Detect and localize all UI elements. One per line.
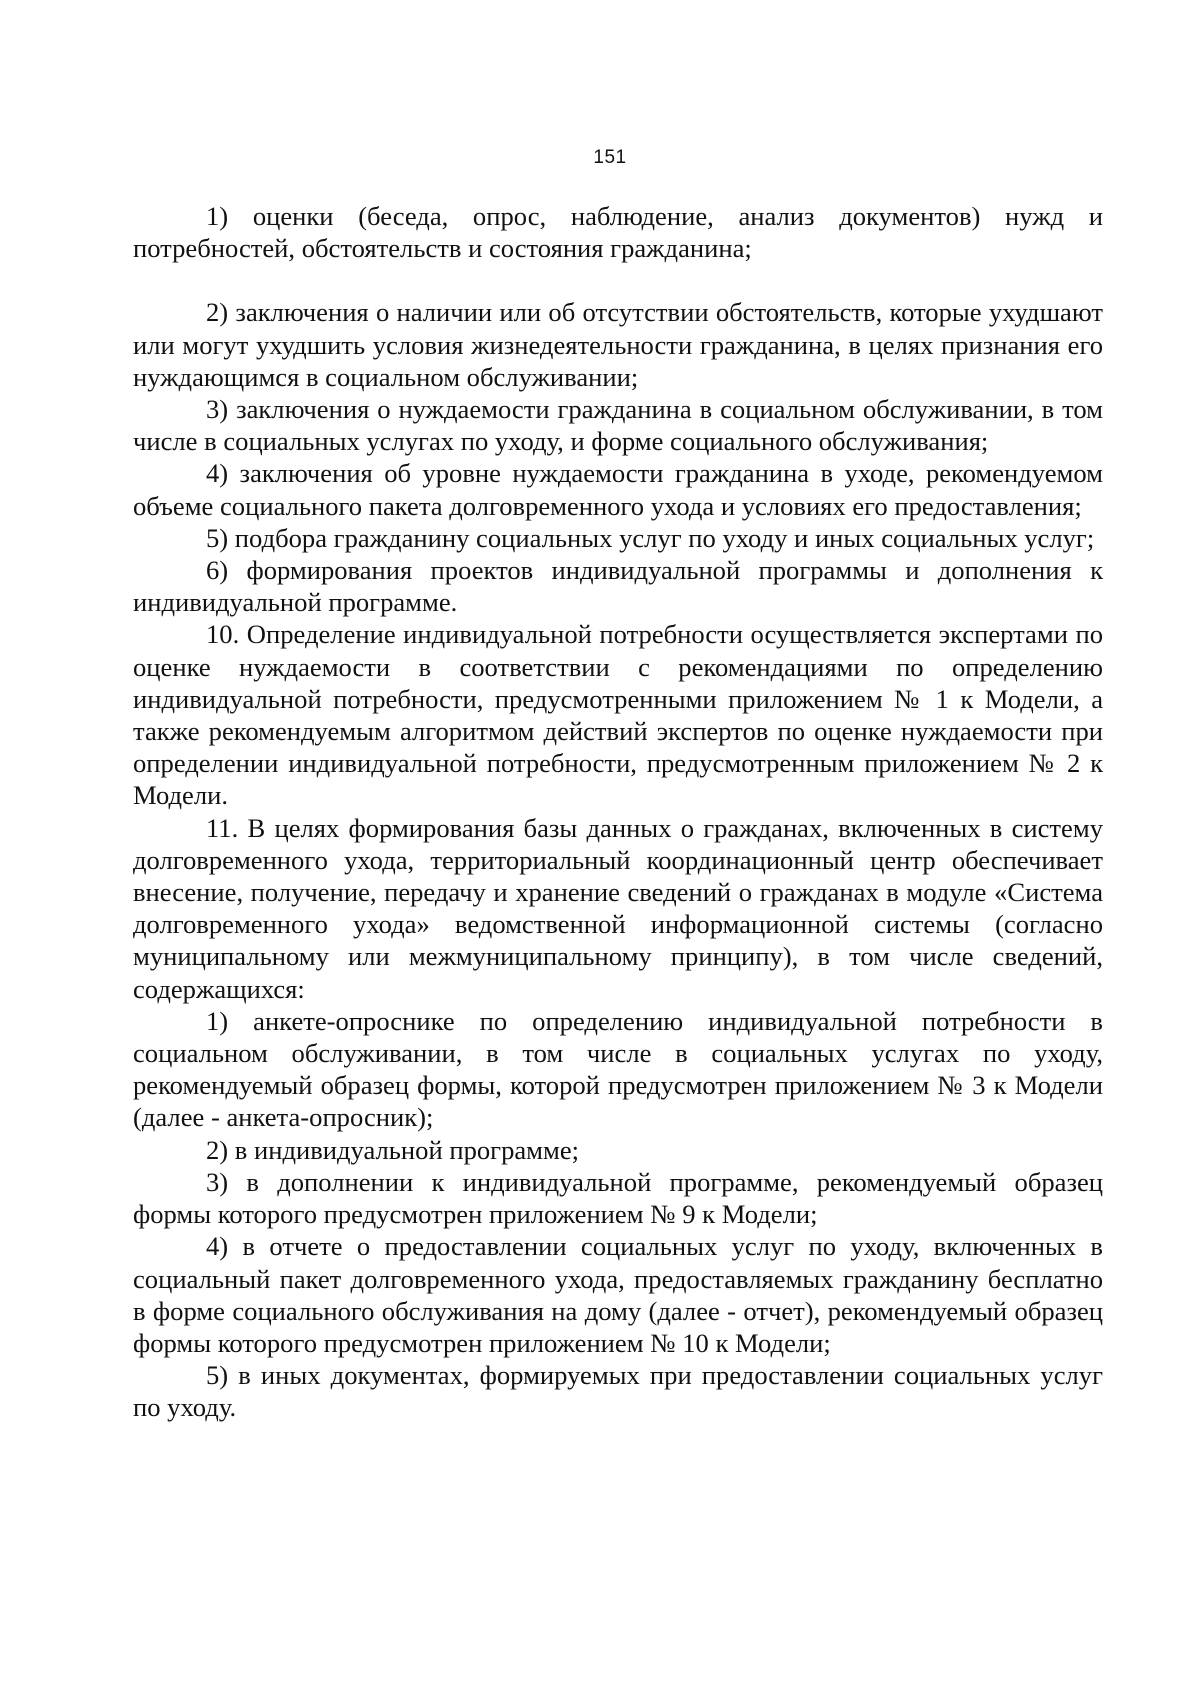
paragraph-subitem-3-program-supplement: 3) в дополнении к индивидуальной программе, рекомендуемый образец формы которого предусмотрен приложением № 9 к Модели;	[133, 1166, 1103, 1230]
paragraph-item-6-program-drafts: 6) формирования проектов индивидуальной программы и дополнения к индивидуальной программе.	[133, 555, 1103, 618]
document-body	[133, 200, 1103, 1424]
paragraph-section-11: 11. В целях формирования базы данных о гражданах, включенных в систему долговременного ухода, территориальный координационный центр обеспечивает внесение, получение, передачу и хранение сведений о гражданах в модуле «Система долговременного ухода» ведомственной информационной системы (согласно муниципальному или межмуниципальному принципу), в том числе сведений, содержащихся:	[133, 812, 1103, 1004]
page-number: 151	[593, 147, 627, 168]
paragraph-item-2-conclusion-circumstances: 2) заключения о наличии или об отсутствии обстоятельств, которые ухудшают или могут ухудшить условия жизнедеятельности гражданина, в целях признания его нуждающимся в социальном обслуживании;	[133, 297, 1103, 392]
paragraph-subitem-5-other-documents: 5) в иных документах, формируемых при предоставлении социальных услуг по уходу.	[133, 1360, 1103, 1423]
paragraph-section-10: 10. Определение индивидуальной потребности осуществляется экспертами по оценке нуждаемости в соответствии с рекомендациями по определению индивидуальной потребности, предусмотренными приложением № 1 к Модели, а также рекомендуемым алгоритмом действий экспертов по оценке нуждаемости при определении индивидуальной потребности, предусмотренным приложением № 2 к Модели.	[133, 619, 1103, 811]
paragraph-subitem-1-questionnaire: 1) анкете-опроснике по определению индивидуальной потребности в социальном обслуживании, в том числе в социальных услугах по уходу, рекомендуемый образец формы, которой предусмотрен приложением № 3 к Модели (далее - анкета-опросник);	[133, 1005, 1103, 1133]
paragraph-subitem-2-individual-program: 2) в индивидуальной программе;	[206, 1134, 580, 1165]
paragraph-subitem-4-report: 4) в отчете о предоставлении социальных услуг по уходу, включенных в социальный пакет долговременного ухода, предоставляемых гражданину бесплатно в форме социального обслуживания на дому (далее - отчет), рекомендуемый образец формы которого предусмотрен приложением № 10 к Модели;	[133, 1231, 1103, 1358]
paragraph-item-5-service-selection: 5) подбора гражданину социальных услуг по уходу и иных социальных услуг;	[206, 522, 1095, 553]
paragraph-item-4-conclusion-care-level: 4) заключения об уровне нуждаемости гражданина в уходе, рекомендуемом объеме социального пакета долговременного ухода и условиях его предоставления;	[133, 458, 1103, 521]
paragraph-item-1-assessment: 1) оценки (беседа, опрос, наблюдение, анализ документов) нужд и потребностей, обстоятельств и состояния гражданина;	[133, 201, 1103, 264]
paragraph-item-3-conclusion-need: 3) заключения о нуждаемости гражданина в социальном обслуживании, в том числе в социальных услугах по уходу, и форме социального обслуживания;	[133, 394, 1103, 457]
